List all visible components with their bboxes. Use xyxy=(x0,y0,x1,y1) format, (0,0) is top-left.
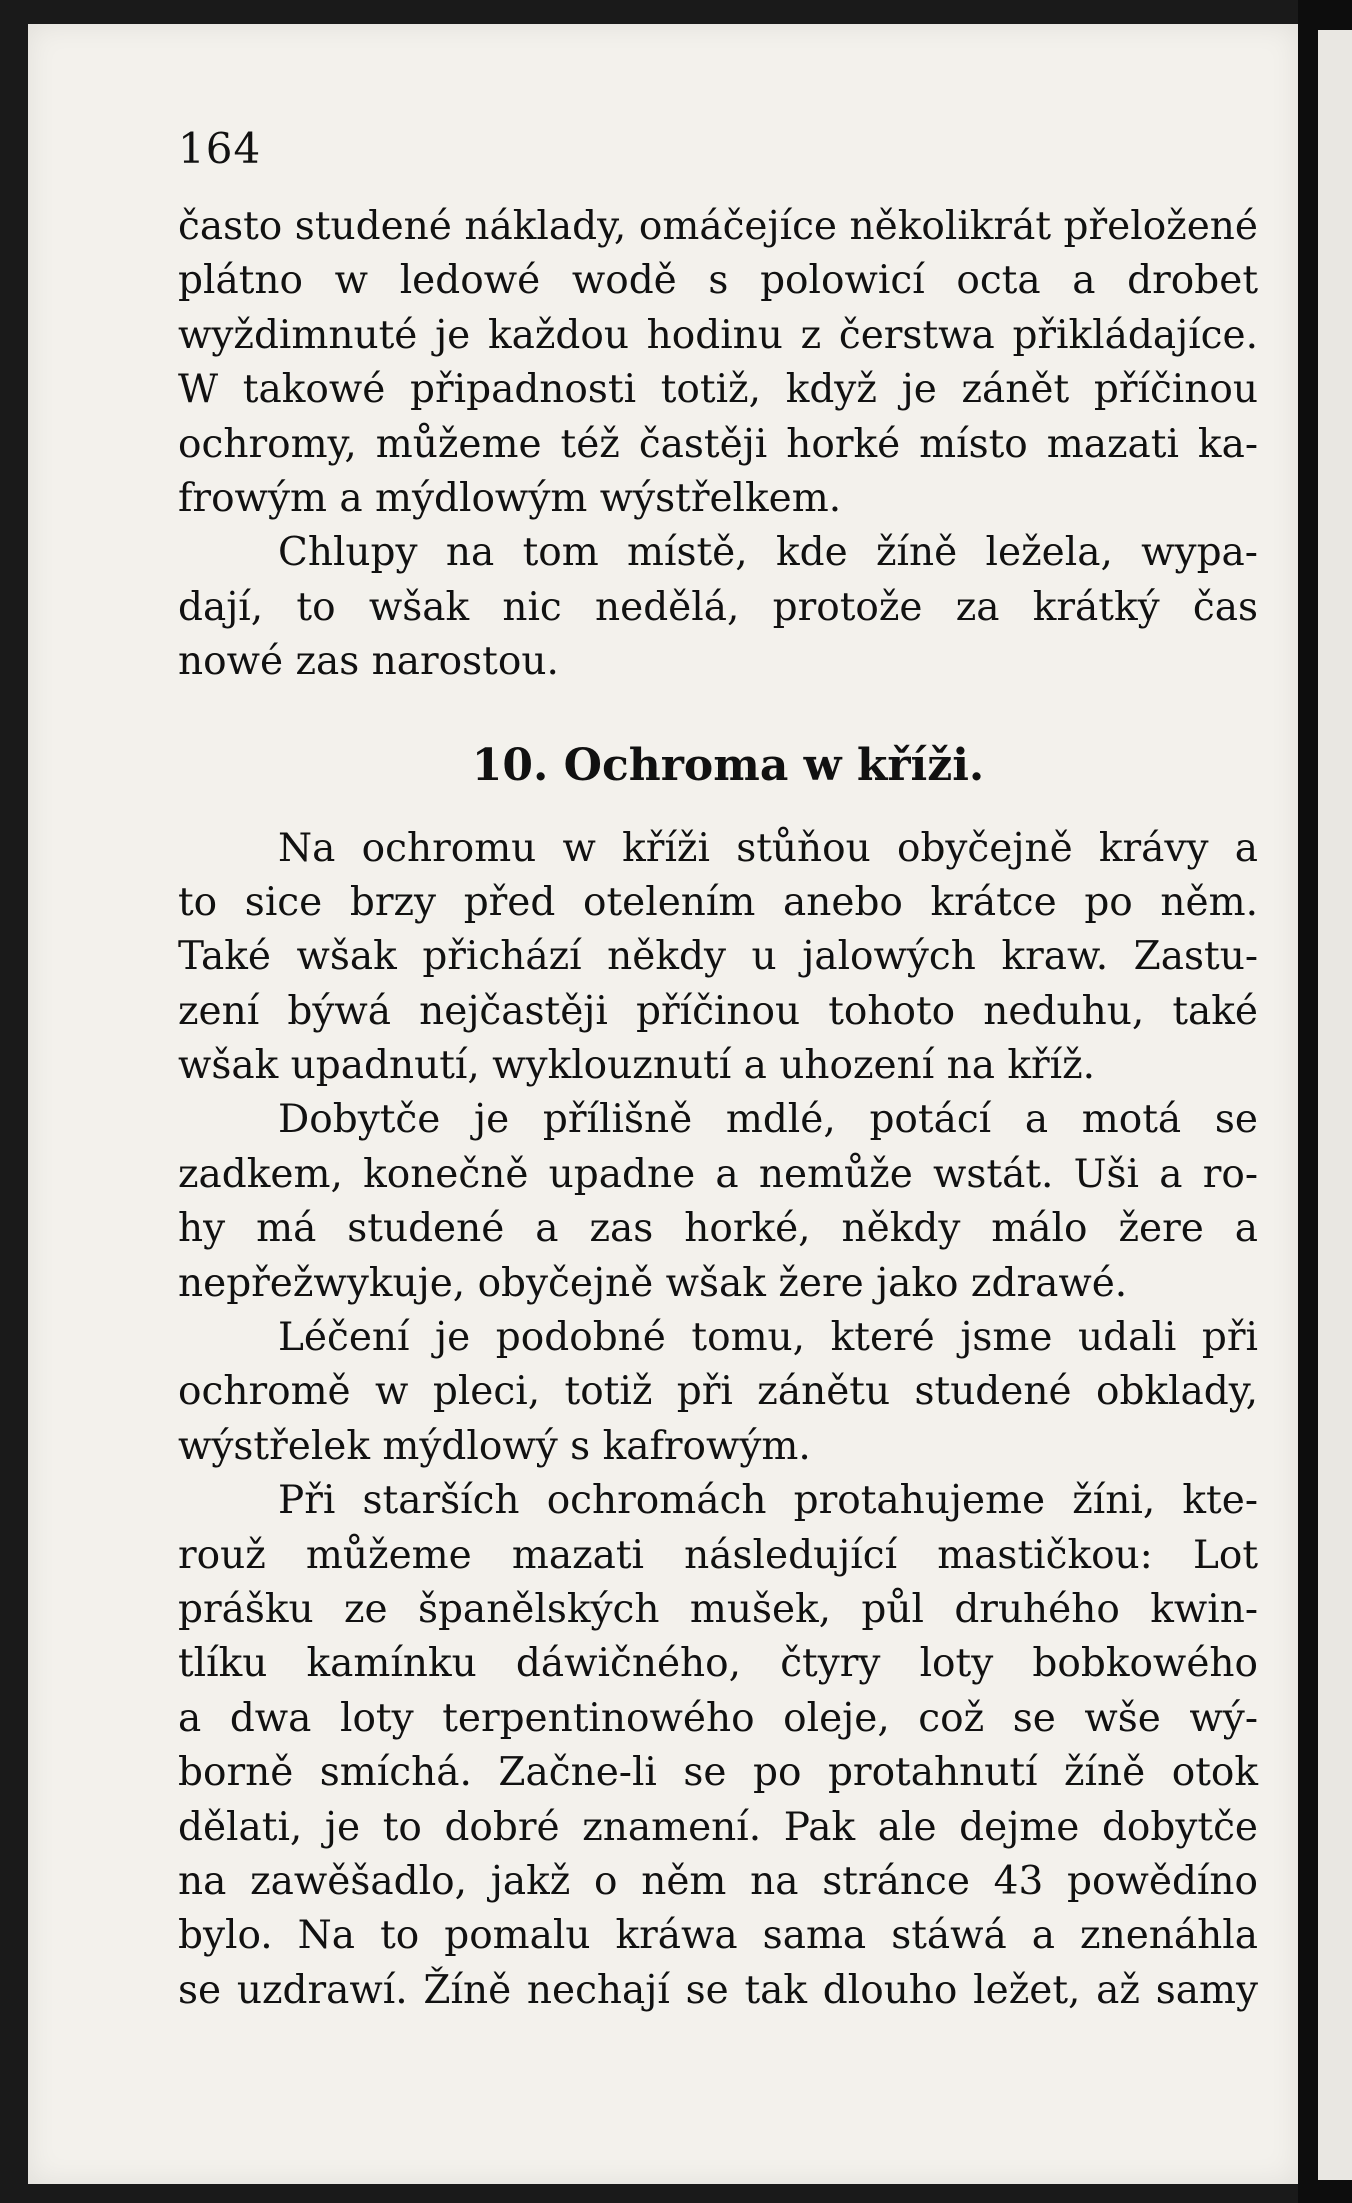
text-line: wyždimnuté je každou hodinu z čerstwa přikládajíce. xyxy=(178,312,1258,358)
text-line: W takowé připadnosti totiž, když je zánět příčinou xyxy=(178,367,1258,413)
text-line: wýstřelek mýdlowý s kafrowým. xyxy=(178,1423,811,1469)
section-heading: 10. Ochroma w kříži. xyxy=(471,739,985,791)
text-line: nowé zas narostou. xyxy=(178,639,559,685)
paragraph-1 xyxy=(178,200,1258,526)
text-line: hy má studené a zas horké, někdy málo žere a xyxy=(178,1206,1258,1252)
text-line: ochromě w pleci, totiž při zánětu studené obklady, xyxy=(178,1369,1258,1415)
text-line: Také wšak přichází někdy u jalowých kraw. Zastu- xyxy=(178,934,1258,980)
text-line: nepřežwykuje, obyčejně wšak žere jako zdrawé. xyxy=(178,1260,1128,1306)
text-line: borně smíchá. Začne-li se po protahnutí žíně otok xyxy=(178,1750,1258,1796)
text-line: Na ochromu w kříži stůňou obyčejně krávy a xyxy=(278,825,1258,871)
text-line: se uzdrawí. Žíně nechají se tak dlouho ležet, až samy xyxy=(178,1967,1258,2013)
text-line: prášku ze španělských mušek, půl druhého kwin- xyxy=(178,1586,1258,1632)
text-line: a dwa loty terpentinowého oleje, což se wše wý- xyxy=(178,1695,1258,1741)
text-line: frowým a mýdlowým wýstřelkem. xyxy=(178,475,842,521)
text-line: plátno w ledowé wodě s polowicí octa a drobet xyxy=(178,258,1258,304)
text-line: ochromy, můžeme též častěji horké místo mazati ka- xyxy=(178,421,1258,467)
text-line: na zawěšadlo, jakž o něm na stránce 43 powědíno xyxy=(178,1858,1258,1904)
text-line: dají, to wšak nic nedělá, protože za krátký čas xyxy=(178,584,1258,630)
text-line: dělati, je to dobré znamení. Pak ale dejme dobytče xyxy=(178,1804,1258,1850)
text-line: bylo. Na to pomalu kráwa sama stáwá a znenáhla xyxy=(178,1913,1258,1959)
paragraph-6 xyxy=(178,1474,1258,2018)
paragraph-5 xyxy=(178,1311,1258,1474)
text-line: wšak upadnutí, wyklouznutí a uhození na kříž. xyxy=(178,1043,1096,1089)
text-line: Chlupy na tom místě, kde žíně ležela, wypa- xyxy=(278,530,1258,576)
text-line: Dobytče je přílišně mdlé, potácí a motá se xyxy=(278,1097,1258,1143)
text-line: zadkem, konečně upadne a nemůže wstát. Uši a ro- xyxy=(178,1151,1258,1197)
paragraph-3 xyxy=(178,822,1258,1094)
text-line: zení býwá nejčastěji příčinou tohoto neduhu, také xyxy=(178,988,1258,1034)
text-line: Léčení je podobné tomu, které jsme udali při xyxy=(278,1315,1258,1361)
paragraph-4 xyxy=(178,1093,1258,1311)
text-line: rouž můžeme mazati následující mastičkou: Lot xyxy=(178,1532,1258,1578)
text-line: často studené náklady, omáčejíce několikrát přeložené xyxy=(178,204,1258,249)
adjacent-page-edge xyxy=(1318,30,1352,2180)
page-number: 164 xyxy=(178,124,262,173)
text-line: to sice brzy před otelením anebo krátce po něm. xyxy=(178,879,1258,925)
text-line: Při starších ochromách protahujeme žíni, kte- xyxy=(278,1478,1258,1524)
text-line: tlíku kamínku dáwičného, čtyry loty bobkowého xyxy=(178,1641,1258,1687)
paragraph-2 xyxy=(178,526,1258,689)
page-body xyxy=(178,200,1258,2018)
